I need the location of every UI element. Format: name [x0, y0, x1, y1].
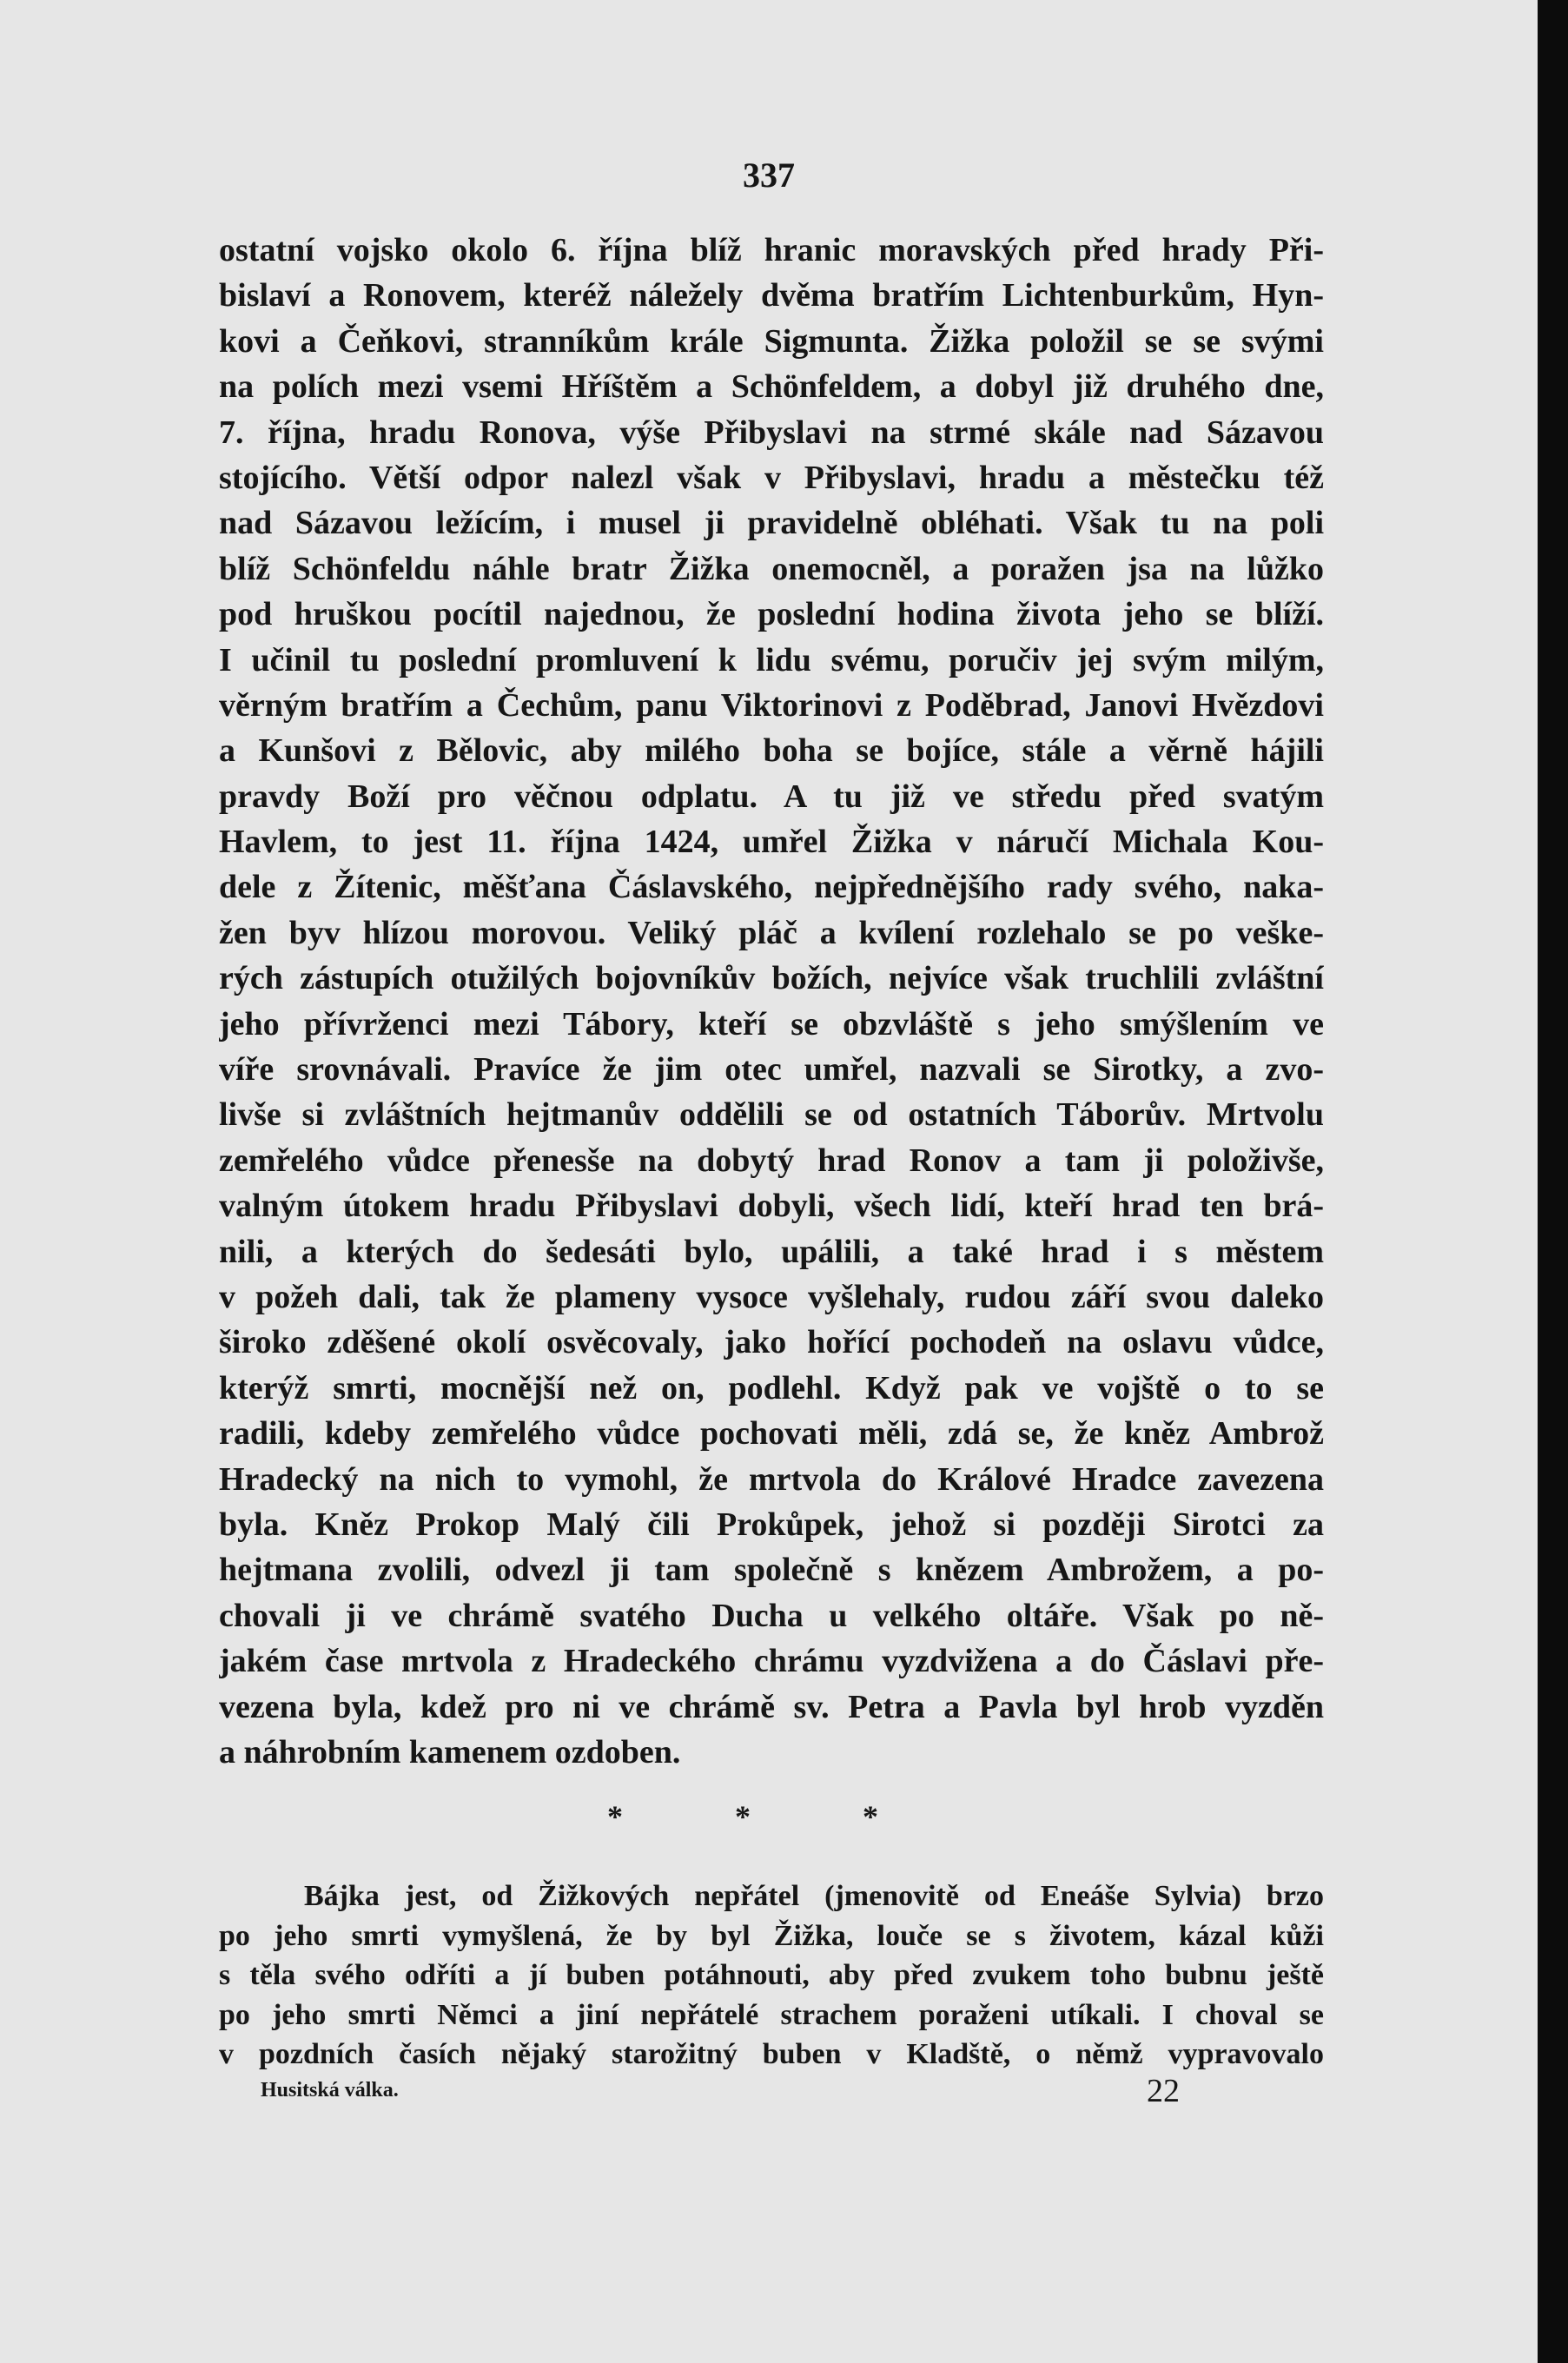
text-line: stojícího. Větší odpor nalezl však v Přibyslavi, hradu a městečku též [219, 459, 1324, 496]
text-line: v požeh dali, tak že plameny vysoce vyšlehaly, rudou září svou daleko [219, 1278, 1324, 1315]
scan-border [1538, 0, 1568, 2363]
sheet-number: 22 [1147, 2073, 1180, 2109]
page-footer [261, 2072, 1216, 2107]
text-line: nad Sázavou ležícím, i musel ji pravidelně obléhati. Však tu na poli [219, 505, 1324, 542]
text-line: a náhrobním kamenem ozdoben. [219, 1733, 681, 1771]
text-line: po jeho smrti vymyšlená, že by byl Žižka, louče se s životem, kázal kůži [219, 1919, 1324, 1952]
section-separator: * * * [607, 1799, 930, 1834]
text-line: kovi a Čeňkovi, stranníkům krále Sigmunta. Žižka položil se se svými [219, 322, 1324, 360]
text-line: chovali ji ve chrámě svatého Ducha u velkého oltáře. Však po ně- [219, 1597, 1324, 1634]
text-line: Havlem, to jest 11. října 1424, umřel Žižka v náručí Michala Kou- [219, 824, 1324, 861]
text-line: nili, a kterých do šedesáti bylo, upálili, a také hrad i s městem [219, 1233, 1324, 1270]
footnote-text [219, 1876, 1324, 2075]
text-line: hejtmana zvolili, odvezl ji tam společně s knězem Ambrožem, a po- [219, 1552, 1324, 1589]
text-line: bislaví a Ronovem, kteréž náležely dvěma bratřím Lichtenburkům, Hyn- [219, 277, 1324, 314]
text-line: pravdy Boží pro věčnou odplatu. A tu již ve středu před svatým [219, 778, 1324, 815]
text-line: žen byv hlízou morovou. Veliký pláč a kvílení rozlehalo se po veške- [219, 914, 1324, 951]
text-line: zemřelého vůdce přenesše na dobytý hrad Ronov a tam ji položivše, [219, 1142, 1324, 1179]
text-line: byla. Kněz Prokop Malý čili Prokůpek, jehož si později Sirotci za [219, 1506, 1324, 1543]
text-line: víře srovnávali. Pravíce že jim otec umřel, nazvali se Sirotky, a zvo- [219, 1051, 1324, 1089]
text-line: Hradecký na nich to vymohl, že mrtvola do Králové Hradce zavezena [219, 1460, 1324, 1498]
text-line: po jeho smrti Němci a jiní nepřátelé strachem poraženi utíkali. I choval se [219, 1998, 1324, 2031]
text-line: blíž Schönfeldu náhle bratr Žižka onemocněl, a poražen jsa na lůžko [219, 550, 1324, 587]
text-line: Bájka jest, od Žižkových nepřátel (jmenovitě od Eneáše Sylvia) brzo [304, 1880, 1324, 1912]
signature-mark: Husitská válka. [261, 2079, 399, 2102]
main-text [219, 228, 1324, 1775]
text-line: široko zděšené okolí osvěcovaly, jako hořící pochodeň na oslavu vůdce, [219, 1324, 1324, 1361]
text-line: radili, kdeby zemřelého vůdce pochovati měli, zdá se, že kněz Ambrož [219, 1415, 1324, 1453]
text-line: ostatní vojsko okolo 6. října blíž hranic moravských před hrady Při- [219, 232, 1324, 268]
text-line: pod hruškou pocítil najednou, že poslední hodina života jeho se blíží. [219, 596, 1324, 633]
text-line: s těla svého odříti a jí buben potáhnouti, aby před zvukem toho bubnu ještě [219, 1959, 1324, 1991]
page-number: 337 [743, 156, 795, 195]
text-line: věrným bratřím a Čechům, panu Viktorinovi z Poděbrad, Janovi Hvězdovi [219, 686, 1324, 724]
text-line: kterýž smrti, mocnější než on, podlehl. Když pak ve vojště o to se [219, 1369, 1324, 1407]
text-line: 7. října, hradu Ronova, výše Přibyslavi na strmé skále nad Sázavou [219, 414, 1324, 451]
text-line: I učinil tu poslední promluvení k lidu svému, poručiv jej svým milým, [219, 641, 1324, 678]
text-line: rých zástupích otužilých bojovníkův božích, nejvíce však truchlili zvláštní [219, 960, 1324, 997]
text-line: jeho přívrženci mezi Tábory, kteří se obzvláště s jeho smýšlením ve [219, 1005, 1324, 1042]
text-line: jakém čase mrtvola z Hradeckého chrámu vyzdvižena a do Čáslavi pře- [219, 1643, 1324, 1680]
text-line: v pozdních časích nějaký starožitný buben v Kladště, o němž vypravovalo [219, 2038, 1324, 2070]
text-line: vezena byla, kdež pro ni ve chrámě sv. Petra a Pavla byl hrob vyzděn [219, 1688, 1324, 1725]
text-line: a Kunšovi z Bělovic, aby milého boha se bojíce, stále a věrně hájili [219, 732, 1324, 770]
text-line: livše si zvláštních hejtmanův oddělili se od ostatních Táborův. Mrtvolu [219, 1096, 1324, 1134]
text-line: dele z Žítenic, měšťana Čáslavského, nejpřednějšího rady svého, naka- [219, 869, 1324, 906]
text-line: valným útokem hradu Přibyslavi dobyli, všech lidí, kteří hrad ten brá- [219, 1188, 1324, 1225]
text-line: na polích mezi vsemi Hříštěm a Schönfeldem, a dobyl již druhého dne, [219, 368, 1324, 406]
